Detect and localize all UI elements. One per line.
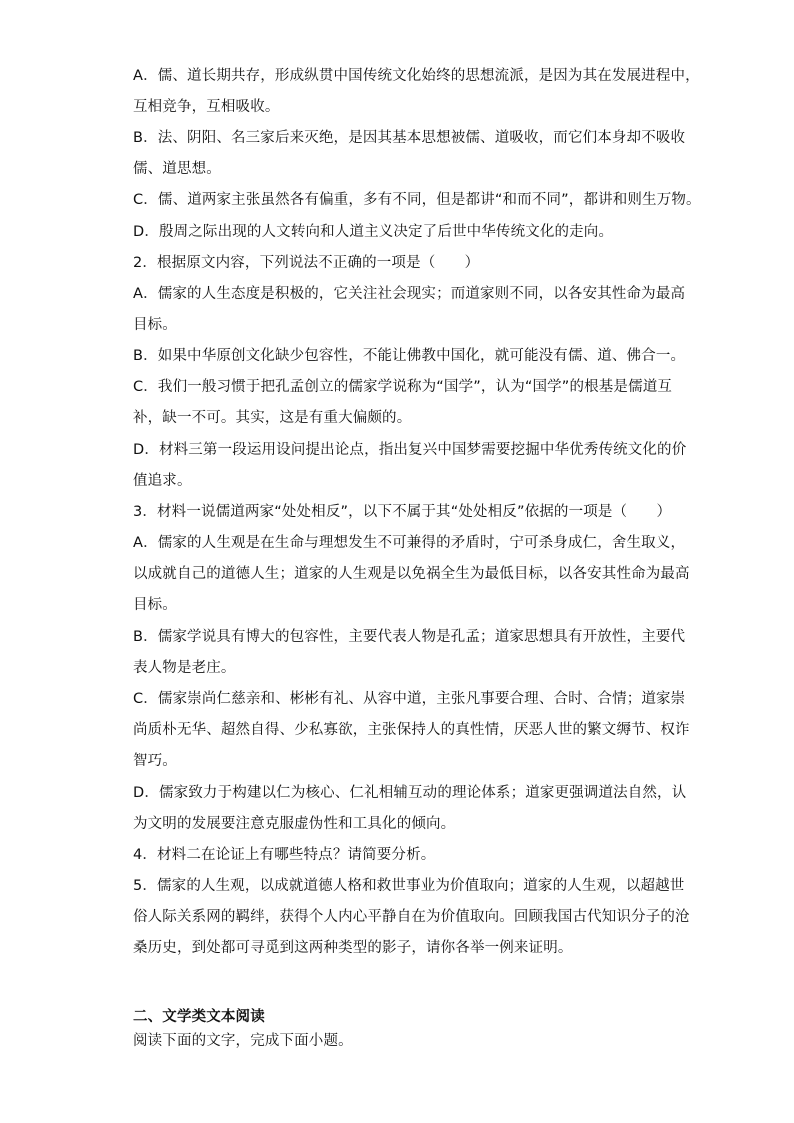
q2-option-d-line1: D．材料三第一段运用设问提出论点，指出复兴中国梦需要挖掘中华优秀传统文化的价 xyxy=(133,442,687,458)
q2-option-d-line2: 值追求。 xyxy=(133,473,192,489)
q1-option-d-line1: D．殷周之际出现的人文转向和人道主义决定了后世中华传统文化的走向。 xyxy=(133,224,614,240)
q3-option-b-line2: 表人物是老庄。 xyxy=(133,660,236,676)
q3-option-a-line1: A．儒家的人生观是在生命与理想发生不可兼得的矛盾时，宁可杀身成仁，舍生取义， xyxy=(133,535,686,551)
q4-stem: 4．材料二在论证上有哪些特点？请简要分析。 xyxy=(133,847,436,863)
section-instruction: 阅读下面的文字，完成下面小题。 xyxy=(133,1033,353,1049)
q1-option-c-line1: C．儒、道两家主张虽然各有偏重，多有不同，但是都讲“和而不同”，都讲和则生万物。 xyxy=(133,192,701,208)
q1-option-a-line2: 互相竞争，互相吸收。 xyxy=(133,99,280,115)
q3-option-b-line1: B．儒家学说具有博大的包容性，主要代表人物是孔孟；道家思想具有开放性，主要代 xyxy=(133,629,686,645)
q3-option-c-line2: 尚质朴无华、超然自得、少私寡欲，主张保持人的真性情，厌恶人世的繁文缛节、权诈 xyxy=(133,722,690,738)
q3-option-d-line2: 为文明的发展要注意克服虚伪性和工具化的倾向。 xyxy=(133,816,456,832)
q3-option-c-line1: C．儒家崇尚仁慈亲和、彬彬有礼、从容中道，主张凡事要合理、合时、合情；道家崇 xyxy=(133,691,686,707)
q2-option-c-line2: 补，缺一不可。其实，这是有重大偏颇的。 xyxy=(133,410,412,426)
q5-line3: 桑历史，到处都可寻觅到这两种类型的影子，请你各举一例来证明。 xyxy=(133,940,573,956)
q1-option-b-line2: 儒、道思想。 xyxy=(133,161,221,177)
q2-option-a-line2: 目标。 xyxy=(133,317,177,333)
q2-option-b-line1: B．如果中华原创文化缺少包容性，不能让佛教中国化，就可能没有儒、道、佛合一。 xyxy=(133,348,686,364)
q3-option-d-line1: D．儒家致力于构建以仁为核心、仁礼相辅互动的理论体系；道家更强调道法自然，认 xyxy=(133,785,687,801)
q3-stem: 3．材料一说儒道两家“处处相反”，以下不属于其“处处相反”依据的一项是（ ） xyxy=(133,504,672,520)
q5-line2: 俗人际关系网的羁绊，获得个人内心平静自在为价值取向。回顾我国古代知识分子的沧 xyxy=(133,909,690,925)
q2-option-a-line1: A．儒家的人生态度是积极的，它关注社会现实；而道家则不同，以各安其性命为最高 xyxy=(133,286,686,302)
q5-line1: 5．儒家的人生观，以成就道德人格和救世事业为价值取向；道家的人生观，以超越世 xyxy=(133,878,685,894)
q3-option-c-line3: 智巧。 xyxy=(133,753,177,769)
q3-option-a-line3: 目标。 xyxy=(133,597,177,613)
q2-option-c-line1: C．我们一般习惯于把孔孟创立的儒家学说称为“国学”，认为“国学”的根基是儒道互 xyxy=(133,379,673,395)
q1-option-b-line1: B．法、阴阳、名三家后来灭绝，是因其基本思想被儒、道吸收，而它们本身却不吸收 xyxy=(133,130,686,146)
section-heading: 二、文学类文本阅读 xyxy=(133,1009,265,1025)
q3-option-a-line2: 以成就自己的道德人生；道家的人生观是以免祸全生为最低目标，以各安其性命为最高 xyxy=(133,566,690,582)
q1-option-a-line1: A．儒、道长期共存，形成纵贯中国传统文化始终的思想流派，是因为其在发展进程中， xyxy=(133,68,700,84)
q2-stem: 2．根据原文内容，下列说法不正确的一项是（ ） xyxy=(133,255,480,271)
